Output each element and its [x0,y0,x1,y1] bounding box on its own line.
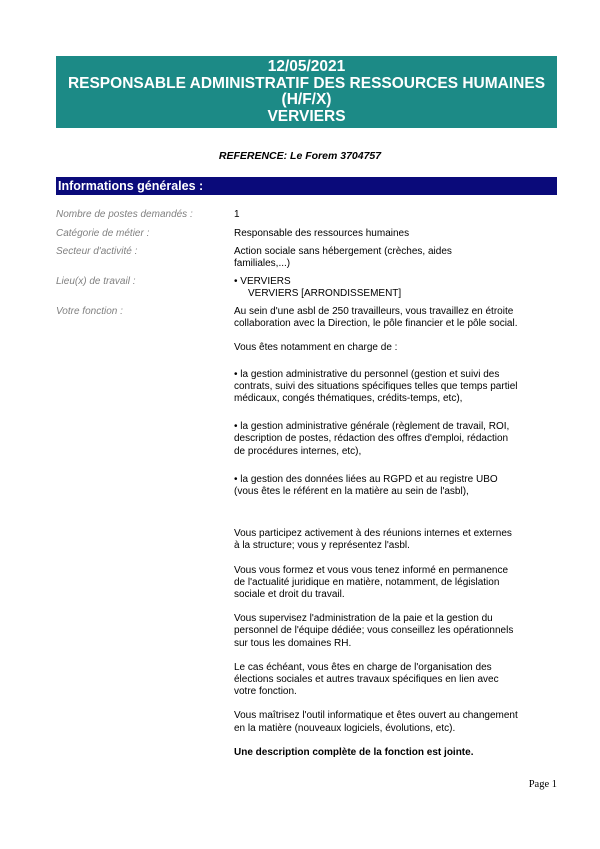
field-value: Responsable des ressources humaines [234,228,410,239]
fonction-description [234,306,518,771]
offer-location: VERVIERS [267,107,346,125]
lieu-city: VERVIERS [240,276,291,287]
field-label: Lieu(x) de travail : [56,276,136,287]
offer-gender-note: (H/F/X) [281,91,332,108]
field-label: Votre fonction : [56,306,123,317]
field-value: 1 [234,209,240,220]
lieu-item: • VERVIERS [234,276,291,287]
fonction-note: Une description complète de la fonction est jointe. [234,746,474,758]
field-label: Nombre de postes demandés : [56,209,193,220]
fonction-paragraph: Vous participez activement à des réunions internes et externes à la structure; vous y représentez l'asbl. [234,528,512,552]
fonction-bullet: • la gestion administrative du personnel (gestion et suivi des contrats, suivi des situations spécifiques telles que temps partiel médicaux, congés thématiques, crédits-temps, etc), [234,368,518,405]
field-value [234,246,518,270]
field-value-line: Action sociale sans hébergement (crèches, aides [234,246,452,257]
fonction-bullet: • la gestion administrative générale (règlement de travail, ROI, description de postes, rédaction des offres d'emploi, rédaction de procédures internes, etc), [234,421,510,457]
fonction-paragraph: Le cas échéant, vous êtes en charge de l'organisation des élections sociales et autres travaux spécifiques en lien avec votre fonction. [234,661,499,698]
offer-header [56,56,557,128]
fonction-paragraph: Vous supervisez l'administration de la paie et la gestion du personnel de l'équipe dédiée; vous conseillez les opérationnels sur tous les domaines RH. [234,613,514,649]
offer-title: RESPONSABLE ADMINISTRATIF DES RESSOURCES HUMAINES [67,74,546,92]
section-title: Informations générales : [56,177,557,195]
fonction-paragraph: Vous vous formez et vous vous tenez informé en permanence de l'actualité juridique en matière, notamment, de législation sociale et droit du travail. [234,564,509,601]
fonction-paragraph: Vous êtes notamment en charge de : [234,342,398,354]
field-label: Secteur d'activité : [56,246,138,257]
fonction-bullet: • la gestion des données liées au RGPD et au registre UBO (vous êtes le référent en la matière au sein de l'asbl), [234,473,498,498]
field-label: Catégorie de métier : [56,228,150,239]
reference: REFERENCE: Le Forem 3704757 [218,150,382,162]
fonction-paragraph: Au sein d'une asbl de 250 travailleurs, vous travaillez en étroite collaboration avec la Direction, le pôle financier et le pôle social. [234,306,518,330]
field-value [234,276,518,300]
fonction-paragraph: Vous maîtrisez l'outil informatique et êtes ouvert au changement en la matière (nouveaux logiciels, évolutions, etc). [234,710,518,734]
lieu-arrondissement: VERVIERS [ARRONDISSEMENT] [248,288,402,300]
field-value-line: familiales,...) [234,258,291,270]
page-number: Page 1 [528,779,557,790]
offer-date: 12/05/2021 [267,58,346,75]
